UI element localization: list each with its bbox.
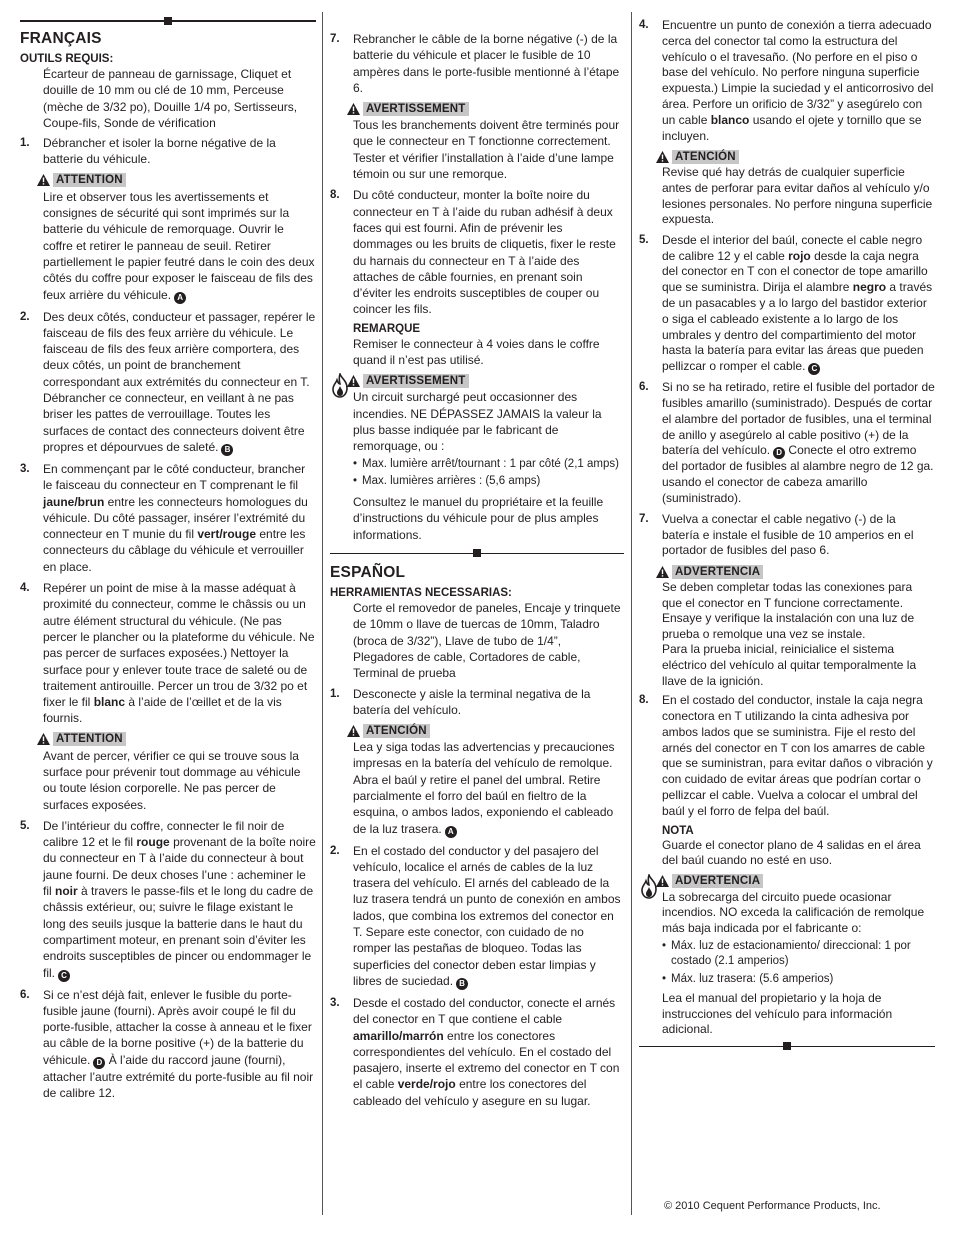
fire-warning-block xyxy=(330,373,624,543)
attention-text-1: Lire et observer tous les avertissements et consignes de sécurité qui sont imprimés sur la batterie du véhicule de remorquage. Ouvrir le coffre et retirer le panneau de seuil. Retirer partiellement le papier feutré dans le coin des deux côtés du coffre pour exposer le faisceau de fils des feux arrière du véhicule. A xyxy=(43,189,315,302)
bullet-item: • Max. lumières arrières : (5,6 amps) xyxy=(353,474,624,490)
bullet-item: • Máx. luz trasera: (5.6 amperios) xyxy=(662,972,935,988)
step-4: 4. Repérer un point de mise à la masse adéquat à proximité du connecteur, comme le châssis ou un autre élément structural du véhicule. (Ne pas percer le plancher ou la plateforme du véhicule. Ne pas percer de surfaces exposées.) Nettoyer la surface pour y enlever toute trace de saleté ou de traitement antirouille. Percer un trou de 3/32 po et fixer le fil blanc à l’aide de l’œillet et de la vis fournis. xyxy=(20,581,315,726)
advertencia-label: ADVERTENCIA xyxy=(672,565,763,579)
ref-b-icon: B xyxy=(221,444,233,456)
warning-text-1: Tous les branchements doivent être terminés pour que le connecteur en T fonctionne correctement. Tester et vérifier l’installation à l’aide d’une lampe témoin ou sur une remorque. xyxy=(353,118,620,182)
remark-text: Remiser le connecteur à 4 voies dans le coffre quand il n’est pas utilisé. xyxy=(353,336,600,368)
paso-6: 6. Si no se ha retirado, retire el fusible del portador de fusibles amarillo (suministrado). Después de cortar el alambre del portador de fusibles, una el terminal de anillo y asegúrelo al cable positivo (+) de la batería del vehículo. D Conecte el otro extremo del portador de fusibles al alambre negro de 12 ga. usando el conector de cabeza amarillo (suministrado). xyxy=(639,380,935,505)
warning-triangle-icon xyxy=(656,566,669,578)
section-rule xyxy=(20,20,316,22)
ref-a-icon: A xyxy=(174,292,186,304)
ref-d-icon: D xyxy=(93,1057,105,1069)
warning-triangle-icon xyxy=(347,375,360,387)
atencion-text-2: Revise qué hay detrás de cualquier superficie antes de perforar para evitar daños al vehículo y/o lesiones personales. No perfore ninguna superficie expuesta. xyxy=(662,165,933,227)
closing-text: Consultez le manuel du propriétaire et la feuille d’instructions du véhicule pour de plus amples informations. xyxy=(353,495,604,542)
atencion-text-1: Lea y siga todas las advertencias y precauciones impresas en la batería del vehículo de remolque. Abra el baúl y retire el panel del umbral. Retire parcialmente el forro del baúl en fieltro de la esquina, o ambos lados, exponiendo el cableado de la luz trasera. A xyxy=(353,740,615,836)
step-5: 5. De l’intérieur du coffre, connecter le fil noir de calibre 12 et le fil rouge provenant de la boîte noire du connecteur en T à l’aide du connecteur à bout jaune fourni. De deux choses l’une : acheminer le fil noir à travers le passe-fils et le long du cadre de châssis extérieur, ou; suivre le filage existant le long des seuils jusque la batterie dans le haut du compartiment moteur, en prenant soin d’éviter les endroits susceptibles de pincer ou endommager le fil. C xyxy=(20,818,316,980)
tools-heading-es: HERRAMIENTAS NECESSARIAS: xyxy=(330,587,512,600)
attention-heading-2 xyxy=(37,732,316,747)
column-divider xyxy=(322,12,323,1215)
step-7: 7. Rebrancher le câble de la borne négative (-) de la batterie du véhicule et placer le fusible de 10 ampères dans le porte-fusible mentionné à l’étape 6. xyxy=(330,32,620,95)
atencion-label: ATENCIÓN xyxy=(672,150,739,164)
tools-text-es: Corte el removedor de paneles, Encaje y trinquete de 10mm o llave de tuercas de 10mm, Taladro (broca de 3/32”), Llave de tubo de 1/4”, Plegadores de cable, Cortadores de cable, Terminal de prueba xyxy=(353,601,621,681)
column-divider xyxy=(631,12,632,1215)
paso-2: 2. En el costado del conductor y del pasajero del vehículo, localice el arnés de cables de la luz trasera del vehículo. El arnés del cableado de la luz trasera tendrá un punto de conexión en ambos lados, que combina los extremos del conector en T. Separe este conector, con cuidado de no romper las pestañas de bloqueo. Todas las superficies del conector deben estar limpias y libres de suciedad. B xyxy=(330,843,621,988)
paso-7: 7. Vuelva a conectar el cable negativo (-) de la batería e instale el fusible de 10 amperios en el portador de fusibles del paso 6. xyxy=(639,511,914,558)
paso-8: 8. En el costado del conductor, instale la caja negra conectora en T utilizando la cinta adhesiva por ambos lados que se suministra. Fije el resto del arnés del conector en T con los amarres de cable que se suministran, para evitar daños o vibración y con cuidado de evitar áreas que podrían cortar o pellizcar el cable. Vuelva a colocar el umbral del baúl y el forro de felpa del baúl. xyxy=(639,693,933,818)
spanish-column-2 xyxy=(639,18,935,1055)
advertencia-label: ADVERTENCIA xyxy=(672,874,763,888)
attention-text-2: Avant de percer, vérifier ce qui se trouve sous la surface pour prévenir tout dommage au véhicule ou toute lésion corporelle. Ne pas percer de surfaces exposées. xyxy=(43,748,301,812)
ref-d-icon: D xyxy=(773,447,785,459)
fire-advertencia-block xyxy=(639,874,935,1038)
tools-heading: OUTILS REQUIS: xyxy=(20,53,114,65)
paso-1: 1. Desconecte y aisle la terminal negativa de la batería del vehículo. xyxy=(330,686,591,717)
atencion-heading xyxy=(347,723,624,738)
closing-text-es: Lea el manual del propietario y la hoja de instrucciones del vehículo para información adicional. xyxy=(662,990,893,1037)
warning-triangle-icon xyxy=(37,174,50,186)
copyright-text: © 2010 Cequent Performance Products, Inc. xyxy=(664,1200,881,1212)
attention-label: ATTENTION xyxy=(53,732,126,746)
ref-a-icon: A xyxy=(445,826,457,838)
bullet-item: • Max. lumière arrêt/tournant : 1 par côté (2,1 amps) xyxy=(353,457,624,473)
spanish-title: ESPAÑOL xyxy=(330,564,406,582)
step-1: 1. Débrancher et isoler la borne négative de la batterie du véhicule. xyxy=(20,136,276,167)
tools-text: Écarteur de panneau de garnissage, Cliquet et douille de 10 mm ou clé de 10 mm, Perceuse (mèche de 3/32 po), Douille 1/4 po, Sertisseurs, Coupe-fils, Sonde de vérification xyxy=(43,67,298,130)
french-title: FRANÇAIS xyxy=(20,30,102,47)
paso-5: 5. Desde el interior del baúl, conecte el cable negro de calibre 12 y el cable rojo desde la caja negra del conector en T con el conector de tope amarillo que se suministra. Dirija el alambre negro a través de un pasacables y a lo largo del bastidor exterior o siga el cableado existente a lo largo de los umbrales y dentro del compartimiento del motor hasta la batería para evitar las áreas que pueden pellizcar o romper el cable. C xyxy=(639,232,933,374)
warning-heading-2 xyxy=(347,373,624,388)
section-rule xyxy=(639,1046,935,1047)
nota-heading: NOTA xyxy=(662,824,694,837)
middle-column xyxy=(330,31,624,1114)
step-8: 8. Du côté conducteur, monter la boîte noire du connecteur en T à l’aide du ruban adhésif à deux faces qui est fourni. Afin de prévenir les dommages ou les bruits de cliquetis, fixer le reste du harnais du connecteur en T à l’aide des attaches de câble fournies, en prenant soin d’éviter les endroits susceptibles de couper ou coincer les fils. xyxy=(330,188,616,317)
section-rule xyxy=(330,553,624,554)
bullet-item: • Máx. luz de estacionamiento/ direccional: 1 por costado (2.1 amperios) xyxy=(662,939,935,971)
step-6: 6. Si ce n’est déjà fait, enlever le fusible du porte-fusible jaune (fourni). Après avoir coupé le fil du porte-fusible, attacher la cosse à anneau et le fixer au câble de la borne positive (+) de la batterie du véhicule. D À l’aide du raccord jaune (fourni), attacher l’autre extrémité du porte-fusible au fil noir de calibre 12. xyxy=(20,987,314,1101)
remark-heading: REMARQUE xyxy=(353,322,421,335)
atencion-heading-2 xyxy=(656,149,935,164)
atencion-label: ATENCIÓN xyxy=(363,724,430,738)
nota-text: Guarde el conector plano de 4 salidas en el área del baúl cuando no esté en uso. xyxy=(662,837,921,868)
advertencia-text-2: La sobrecarga del circuito puede ocasionar incendios. NO exceda la calificación de remolque más baja indicada por el fabricante o: xyxy=(662,889,925,935)
ref-c-icon: C xyxy=(808,363,820,375)
warning-label: AVERTISSEMENT xyxy=(363,102,469,116)
warning-triangle-icon xyxy=(347,103,360,115)
advertencia-text-1: Se deben completar todas las conexiones para que el conector en T funcione correctamente. Ensaye y verifique la instalación con una luz de prueba o remolque una vez se instale. Para la prueba inicial, reinicialice el sistema eléctrico del vehículo al quitar temporalmente la llave de la ignición. xyxy=(662,580,917,688)
french-column-1 xyxy=(20,20,316,1106)
warning-label: AVERTISSEMENT xyxy=(363,374,469,388)
paso-4: 4. Encuentre un punto de conexión a tierra adecuado cerca del conector tal como la estructura del vehículo o el travesaño. (No perfore en el piso o base del vehículo. No perfore ninguna superficie expuesta.) Limpie la suciedad y el anticorrosivo del área. Perfore un orificio de 3/32” y asegúrelo con un cable blanco usando el ojete y tornillo que se incluyen. xyxy=(639,18,934,143)
warning-triangle-icon xyxy=(656,875,669,887)
attention-heading xyxy=(37,173,316,188)
advertencia-heading xyxy=(656,564,935,579)
warning-triangle-icon xyxy=(37,733,50,745)
ref-c-icon: C xyxy=(58,970,70,982)
advertencia-heading-2 xyxy=(656,874,935,889)
warning-triangle-icon xyxy=(656,151,669,163)
step-2: 2. Des deux côtés, conducteur et passager, repérer le faisceau de fils des feux arrière du véhicule. Le faisceau de fils des feux arrière comportera, des deux côtés, un point de branchement correspondant aux extrémités du connecteur en T. Débrancher ce connecteur, en veillant à ne pas briser les pattes de verrouillage. Toutes les surfaces de contact des connecteurs doivent être propres et dépourvues de saleté. B xyxy=(20,309,316,454)
paso-3: 3. Desde el costado del conductor, conecte el arnés del conector en T que contiene el cable amarillo/marrón entre los conectores correspondientes del vehículo. En el costado del pasajero, inserte el extremo del conector en T con el cable verde/rojo entre los conectores del cableado del vehículo y asegure en su lugar. xyxy=(330,995,620,1108)
ref-b-icon: B xyxy=(456,978,468,990)
warning-heading xyxy=(347,101,624,116)
warning-text-2: Un circuit surchargé peut occasionner des incendies. NE DÉPASSEZ JAMAIS la valeur la plus basse indiquée par le fabricant de remorquage, ou : xyxy=(353,390,602,454)
attention-label: ATTENTION xyxy=(53,173,126,187)
warning-triangle-icon xyxy=(347,725,360,737)
step-3: 3. En commençant par le côté conducteur, brancher le faisceau du connecteur en T comprenant le fil jaune/brun entre les connecteurs homologues du véhicule. Du côté passager, insérer l’extrémité du connecteur en T munie du fil vert/rouge entre les connecteurs du câblage du véhicule et verrouiller en place. xyxy=(20,461,308,574)
